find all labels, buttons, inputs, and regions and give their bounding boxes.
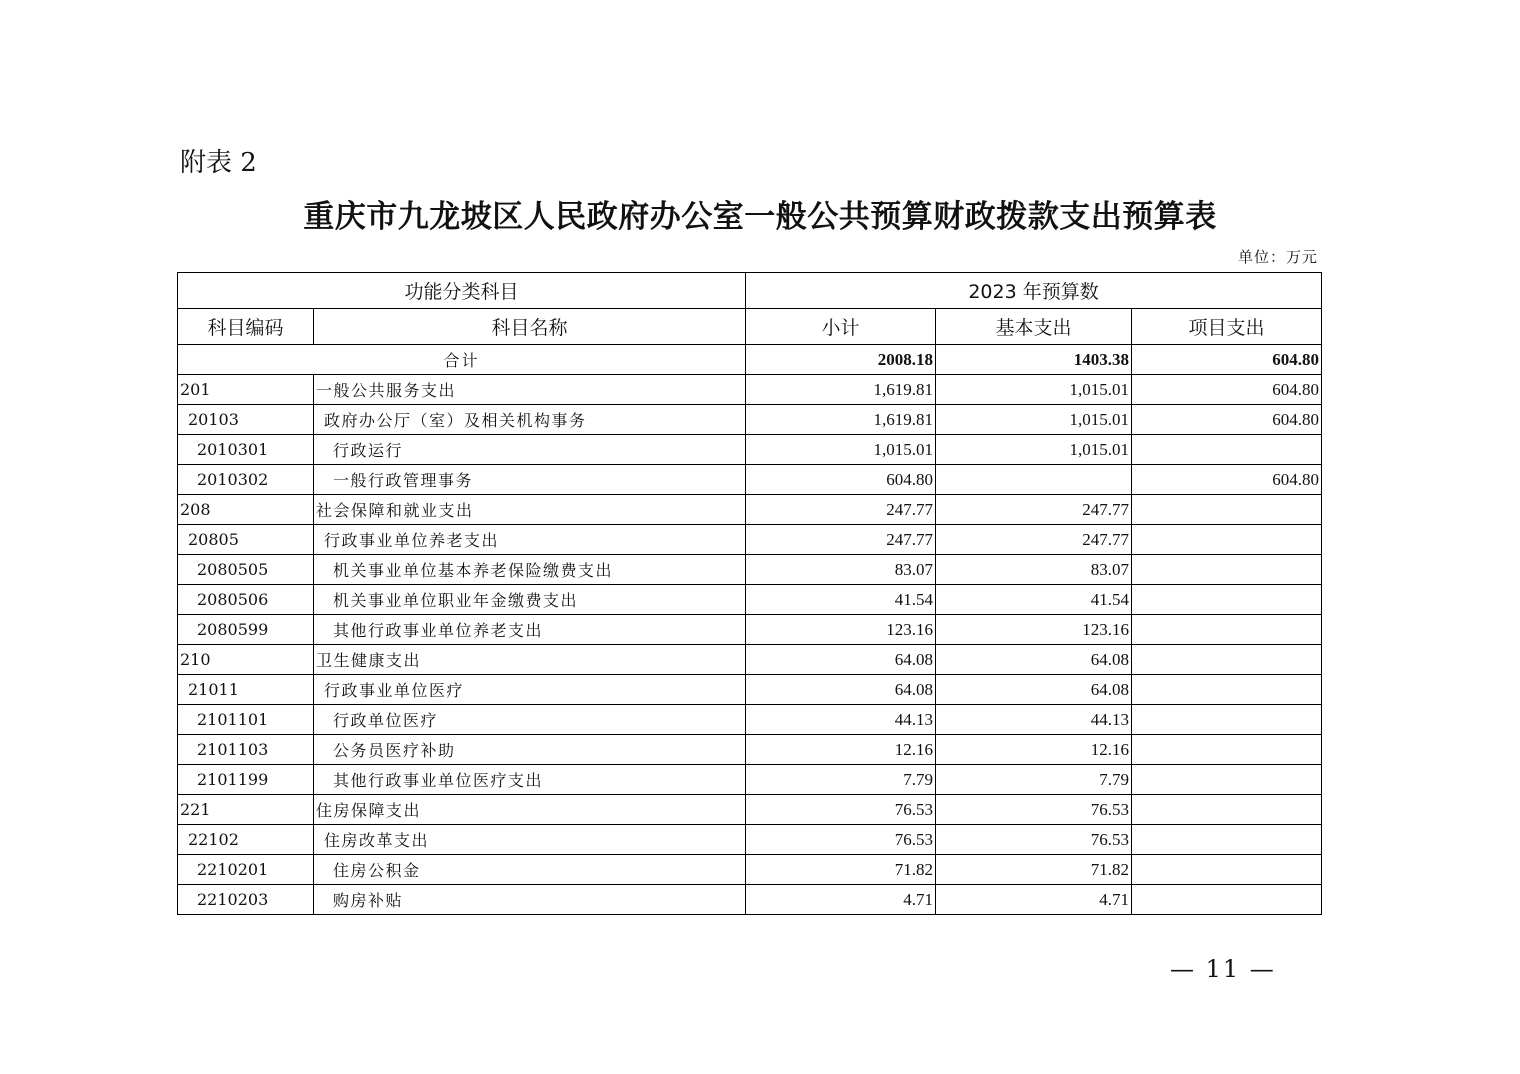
cell-basic: 64.08: [936, 645, 1132, 675]
cell-basic: 71.82: [936, 855, 1132, 885]
cell-basic: 76.53: [936, 825, 1132, 855]
table-row: [178, 885, 1322, 915]
cell-name: 购房补贴: [314, 885, 746, 915]
cell-basic: 76.53: [936, 795, 1132, 825]
cell-subtotal: 604.80: [746, 465, 936, 495]
cell-code: 210: [178, 645, 314, 675]
header-name: 科目名称: [314, 309, 746, 345]
cell-subtotal: 64.08: [746, 675, 936, 705]
table-row: [178, 525, 1322, 555]
cell-code: 201: [178, 375, 314, 405]
table-row: [178, 555, 1322, 585]
cell-code: 20103: [178, 405, 314, 435]
document-title: 重庆市九龙坡区人民政府办公室一般公共预算财政拨款支出预算表: [303, 199, 1217, 235]
cell-subtotal: 4.71: [746, 885, 936, 915]
cell-basic: 247.77: [936, 495, 1132, 525]
total-subtotal: 2008.18: [746, 345, 936, 375]
cell-name: 行政单位医疗: [314, 705, 746, 735]
cell-project: [1132, 555, 1322, 585]
cell-code: 221: [178, 795, 314, 825]
table-body: [178, 345, 1322, 915]
cell-subtotal: 1,619.81: [746, 405, 936, 435]
cell-project: [1132, 735, 1322, 765]
cell-project: [1132, 675, 1322, 705]
cell-code: 2080599: [178, 615, 314, 645]
cell-basic: [936, 465, 1132, 495]
header-subtotal: 小计: [746, 309, 936, 345]
cell-basic: 4.71: [936, 885, 1132, 915]
cell-project: [1132, 825, 1322, 855]
cell-name: 住房保障支出: [314, 795, 746, 825]
table-row: [178, 405, 1322, 435]
table-row: [178, 495, 1322, 525]
header-functional-classification: 功能分类科目: [178, 273, 746, 309]
cell-basic: 64.08: [936, 675, 1132, 705]
cell-basic: 12.16: [936, 735, 1132, 765]
budget-table: [177, 272, 1322, 915]
cell-basic: 1,015.01: [936, 435, 1132, 465]
table-row: [178, 855, 1322, 885]
cell-subtotal: 83.07: [746, 555, 936, 585]
cell-project: [1132, 435, 1322, 465]
cell-code: 20805: [178, 525, 314, 555]
cell-subtotal: 247.77: [746, 495, 936, 525]
header-row-group: [178, 273, 1322, 309]
cell-subtotal: 7.79: [746, 765, 936, 795]
cell-subtotal: 12.16: [746, 735, 936, 765]
cell-name: 其他行政事业单位养老支出: [314, 615, 746, 645]
total-basic: 1403.38: [936, 345, 1132, 375]
table-row: [178, 465, 1322, 495]
cell-basic: 1,015.01: [936, 375, 1132, 405]
cell-basic: 83.07: [936, 555, 1132, 585]
cell-project: [1132, 765, 1322, 795]
appendix-label: 附表 2: [180, 148, 257, 178]
cell-subtotal: 1,619.81: [746, 375, 936, 405]
cell-code: 2080506: [178, 585, 314, 615]
cell-name: 政府办公厅（室）及相关机构事务: [314, 405, 746, 435]
cell-project: [1132, 795, 1322, 825]
cell-subtotal: 123.16: [746, 615, 936, 645]
table-row: [178, 765, 1322, 795]
table-row: [178, 645, 1322, 675]
total-row: [178, 345, 1322, 375]
cell-project: [1132, 855, 1322, 885]
unit-label: 单位：万元: [1237, 248, 1318, 266]
table-row: [178, 375, 1322, 405]
cell-project: 604.80: [1132, 405, 1322, 435]
cell-code: 2080505: [178, 555, 314, 585]
header-project: 项目支出: [1132, 309, 1322, 345]
cell-subtotal: 1,015.01: [746, 435, 936, 465]
cell-basic: 7.79: [936, 765, 1132, 795]
cell-subtotal: 76.53: [746, 825, 936, 855]
cell-code: 2010302: [178, 465, 314, 495]
table-row: [178, 675, 1322, 705]
cell-name: 一般公共服务支出: [314, 375, 746, 405]
cell-name: 机关事业单位职业年金缴费支出: [314, 585, 746, 615]
table-row: [178, 735, 1322, 765]
total-project: 604.80: [1132, 345, 1322, 375]
table-row: [178, 615, 1322, 645]
cell-basic: 123.16: [936, 615, 1132, 645]
cell-name: 公务员医疗补助: [314, 735, 746, 765]
cell-project: [1132, 705, 1322, 735]
header-basic: 基本支出: [936, 309, 1132, 345]
cell-name: 住房公积金: [314, 855, 746, 885]
cell-basic: 247.77: [936, 525, 1132, 555]
cell-name: 行政事业单位养老支出: [314, 525, 746, 555]
cell-name: 机关事业单位基本养老保险缴费支出: [314, 555, 746, 585]
cell-name: 一般行政管理事务: [314, 465, 746, 495]
cell-code: 22102: [178, 825, 314, 855]
cell-basic: 44.13: [936, 705, 1132, 735]
table-row: [178, 795, 1322, 825]
header-budget-year: 2023 年预算数: [746, 273, 1322, 309]
cell-name: 其他行政事业单位医疗支出: [314, 765, 746, 795]
cell-subtotal: 41.54: [746, 585, 936, 615]
cell-subtotal: 44.13: [746, 705, 936, 735]
cell-code: 208: [178, 495, 314, 525]
cell-subtotal: 71.82: [746, 855, 936, 885]
cell-subtotal: 247.77: [746, 525, 936, 555]
cell-name: 行政事业单位医疗: [314, 675, 746, 705]
cell-code: 2010301: [178, 435, 314, 465]
cell-project: [1132, 495, 1322, 525]
header-code: 科目编码: [178, 309, 314, 345]
cell-name: 社会保障和就业支出: [314, 495, 746, 525]
table-row: [178, 825, 1322, 855]
cell-code: 21011: [178, 675, 314, 705]
cell-subtotal: 76.53: [746, 795, 936, 825]
cell-project: [1132, 645, 1322, 675]
cell-project: [1132, 525, 1322, 555]
cell-code: 2101199: [178, 765, 314, 795]
page-number: — 11 —: [1170, 955, 1276, 983]
cell-code: 2210203: [178, 885, 314, 915]
total-label: 合计: [178, 345, 746, 375]
cell-subtotal: 64.08: [746, 645, 936, 675]
cell-code: 2210201: [178, 855, 314, 885]
cell-basic: 1,015.01: [936, 405, 1132, 435]
cell-code: 2101101: [178, 705, 314, 735]
cell-name: 行政运行: [314, 435, 746, 465]
cell-project: 604.80: [1132, 465, 1322, 495]
table-row: [178, 435, 1322, 465]
cell-name: 住房改革支出: [314, 825, 746, 855]
table-row: [178, 705, 1322, 735]
cell-project: [1132, 585, 1322, 615]
header-row-columns: [178, 309, 1322, 345]
cell-project: 604.80: [1132, 375, 1322, 405]
cell-project: [1132, 885, 1322, 915]
table-row: [178, 585, 1322, 615]
cell-basic: 41.54: [936, 585, 1132, 615]
cell-project: [1132, 615, 1322, 645]
cell-code: 2101103: [178, 735, 314, 765]
cell-name: 卫生健康支出: [314, 645, 746, 675]
